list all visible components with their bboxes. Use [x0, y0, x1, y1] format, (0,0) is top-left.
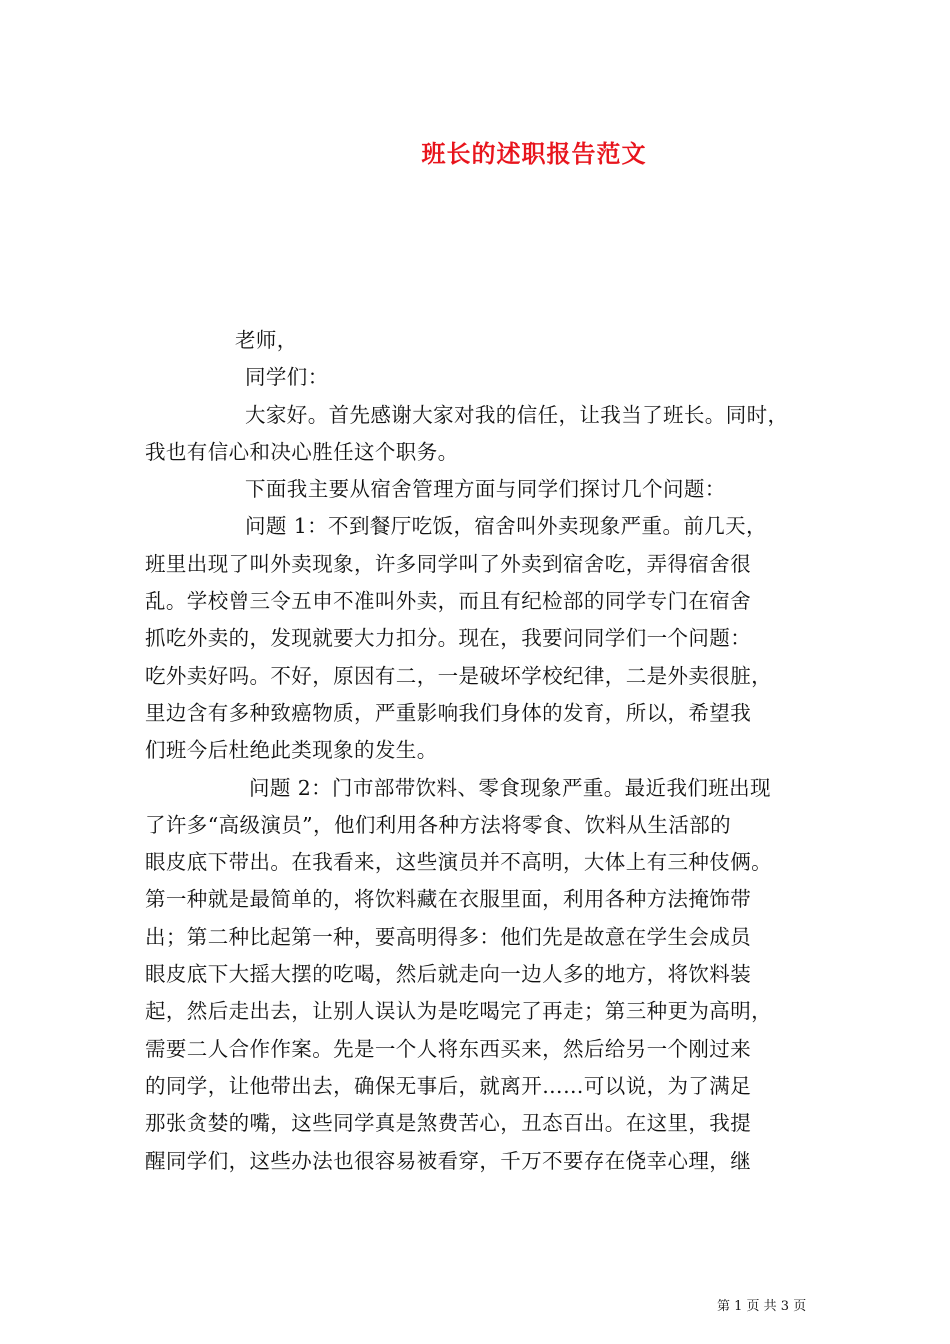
- document-body: [145, 322, 809, 1180]
- paragraph-line: 那张贪婪的嘴，这些同学真是煞费苦心，丑态百出。在这里，我提: [145, 1111, 752, 1136]
- paragraph-line: 醒同学们，这些办法也很容易被看穿，千万不要存在侥幸心理，继: [145, 1148, 752, 1173]
- paragraph-line: 需要二人合作作案。先是一个人将东西买来，然后给另一个刚过来: [145, 1036, 752, 1061]
- paragraph-line: 大家好。首先感谢大家对我的信任，让我当了班长。同时，: [245, 402, 789, 427]
- paragraph-line: 的同学，让他带出去，确保无事后，就离开……可以说，为了满足: [145, 1073, 752, 1098]
- paragraph-line: 们班今后杜绝此类现象的发生。: [145, 738, 438, 763]
- paragraph-line: 了许多“高级演员”，他们利用各种方法将零食、饮料从生活部的: [145, 812, 732, 837]
- paragraph-line: 抓吃外卖的，发现就要大力扣分。现在，我要问同学们一个问题：: [145, 626, 752, 651]
- paragraph-line: 眼皮底下大摇大摆的吃喝，然后就走向一边人多的地方，将饮料装: [145, 962, 752, 987]
- paragraph-line: 下面我主要从宿舍管理方面与同学们探讨几个问题：: [245, 477, 726, 502]
- paragraph-line: 我也有信心和决心胜任这个职务。: [145, 439, 459, 464]
- paragraph-line: 吃外卖好吗。不好，原因有二，一是破坏学校纪律，二是外卖很脏，: [145, 663, 772, 688]
- paragraph-line: 乱。学校曾三令五申不准叫外卖，而且有纪检部的同学专门在宿舍: [145, 589, 752, 614]
- paragraph-line: 班里出现了叫外卖现象，许多同学叫了外卖到宿舍吃，弄得宿舍很: [145, 551, 752, 576]
- document-title: 班长的述职报告范文: [421, 139, 647, 168]
- salutation-students: 同学们：: [245, 365, 329, 390]
- paragraph-line: 问题 2：门市部带饮料、零食现象严重。最近我们班出现: [249, 775, 771, 800]
- paragraph-line: 第一种就是最简单的，将饮料藏在衣服里面，利用各种方法掩饰带: [145, 887, 752, 912]
- salutation-teacher: 老师，: [235, 328, 298, 352]
- paragraph-line: 出；第二种比起第一种，要高明得多：他们先是故意在学生会成员: [145, 924, 752, 949]
- page-number-footer: 第 1 页 共 3 页: [717, 1299, 807, 1314]
- paragraph-line: 里边含有多种致癌物质，严重影响我们身体的发育，所以，希望我: [145, 700, 752, 725]
- paragraph-line: 眼皮底下带出。在我看来，这些演员并不高明，大体上有三种伎俩。: [145, 850, 772, 875]
- paragraph-line: 起，然后走出去，让别人误认为是吃喝完了再走；第三种更为高明，: [145, 999, 772, 1024]
- paragraph-line: 问题 1：不到餐厅吃饭，宿舍叫外卖现象严重。前几天，: [245, 514, 767, 539]
